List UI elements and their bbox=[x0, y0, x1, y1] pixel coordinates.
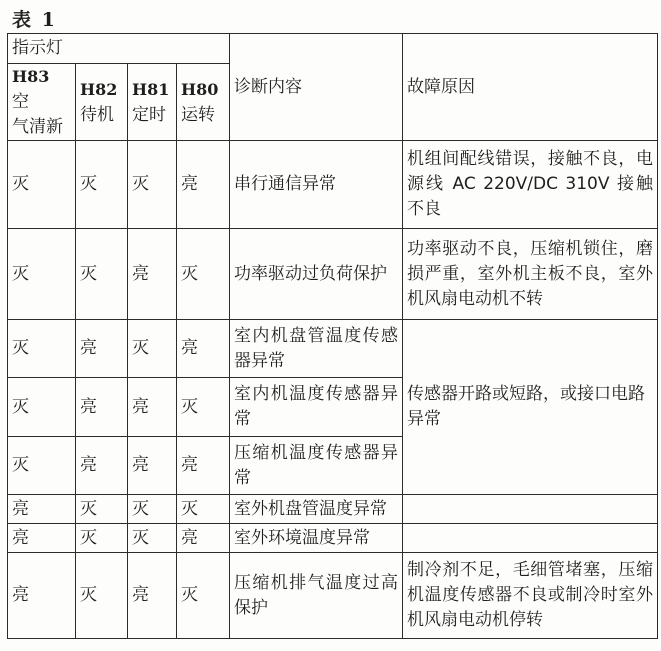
diagnosis-cell: 室外机盘管温度异常 bbox=[230, 495, 403, 524]
h82-state: 灭 bbox=[76, 553, 128, 639]
led-name-part: 空 bbox=[12, 92, 29, 112]
diagnosis-cell: 压缩机温度传感器异常 bbox=[230, 437, 403, 495]
h81-state: 灭 bbox=[128, 320, 177, 378]
fault-indicator-table bbox=[7, 33, 658, 639]
h80-state: 灭 bbox=[177, 495, 230, 524]
diagnosis-cell: 室外环境温度异常 bbox=[230, 524, 403, 553]
h81-state: 亮 bbox=[128, 229, 177, 320]
cause-cell-empty bbox=[403, 524, 658, 553]
h83-state: 灭 bbox=[8, 320, 76, 378]
sensor-group-cause-cell: 传感器开路或短路，或接口电路异常 bbox=[403, 320, 658, 495]
h80-state: 灭 bbox=[177, 378, 230, 437]
diagnosis-cell: 室内机温度传感器异常 bbox=[230, 378, 403, 437]
h83-state: 亮 bbox=[8, 524, 76, 553]
h80-state: 亮 bbox=[177, 524, 230, 553]
table-row bbox=[8, 141, 658, 229]
cause-header: 故障原因 bbox=[403, 34, 658, 141]
h83-state: 灭 bbox=[8, 378, 76, 437]
h80-state: 亮 bbox=[177, 437, 230, 495]
led-code: H83 bbox=[12, 67, 50, 86]
table-row bbox=[8, 524, 658, 553]
table-row bbox=[8, 553, 658, 639]
table-caption: 表 1 bbox=[12, 9, 57, 31]
cause-cell-empty bbox=[403, 495, 658, 524]
cause-cell: 制冷剂不足，毛细管堵塞，压缩机温度传感器不良或制冷时室外机风扇电动机停转 bbox=[403, 553, 658, 639]
h83-state: 亮 bbox=[8, 495, 76, 524]
h82-state: 亮 bbox=[76, 378, 128, 437]
led-header-h82 bbox=[76, 64, 128, 141]
table-row bbox=[8, 229, 658, 320]
indicator-group-header: 指示灯 bbox=[8, 34, 230, 64]
h81-state: 灭 bbox=[128, 141, 177, 229]
led-name: 运转 bbox=[181, 104, 215, 125]
h81-state: 灭 bbox=[128, 524, 177, 553]
led-header-h81 bbox=[128, 64, 177, 141]
cause-cell: 功率驱动不良，压缩机锁住，磨损严重，室外机主板不良，室外机风扇电动机不转 bbox=[403, 229, 658, 320]
h80-state: 灭 bbox=[177, 553, 230, 639]
led-code: H81 bbox=[132, 79, 170, 99]
h81-state: 亮 bbox=[128, 437, 177, 495]
led-code: H82 bbox=[80, 79, 118, 99]
led-name: 待机 bbox=[80, 104, 114, 125]
h80-state: 灭 bbox=[177, 229, 230, 320]
diagnosis-header: 诊断内容 bbox=[230, 34, 403, 141]
table-row bbox=[8, 495, 658, 524]
h82-state: 亮 bbox=[76, 320, 128, 378]
h82-state: 亮 bbox=[76, 437, 128, 495]
led-code: H80 bbox=[181, 79, 219, 99]
cause-cell: 机组间配线错误，接触不良，电源线 AC 220V/DC 310V 接触不良 bbox=[403, 141, 658, 229]
h82-state: 灭 bbox=[76, 524, 128, 553]
h82-state: 灭 bbox=[76, 229, 128, 320]
h81-state: 亮 bbox=[128, 378, 177, 437]
led-name: 气清新 bbox=[12, 117, 63, 137]
h83-state: 灭 bbox=[8, 141, 76, 229]
h82-state: 灭 bbox=[76, 495, 128, 524]
h82-state: 灭 bbox=[76, 141, 128, 229]
diagnosis-cell: 室内机盘管温度传感器异常 bbox=[230, 320, 403, 378]
diagnosis-cell: 功率驱动过负荷保护 bbox=[230, 229, 403, 320]
h81-state: 灭 bbox=[128, 495, 177, 524]
h80-state: 亮 bbox=[177, 320, 230, 378]
h80-state: 亮 bbox=[177, 141, 230, 229]
led-header-h80 bbox=[177, 64, 230, 141]
table-row bbox=[8, 320, 658, 378]
led-name: 定时 bbox=[132, 104, 166, 125]
led-header-h83 bbox=[8, 64, 76, 141]
h83-state: 灭 bbox=[8, 437, 76, 495]
diagnosis-cell: 串行通信异常 bbox=[230, 141, 403, 229]
h83-state: 亮 bbox=[8, 553, 76, 639]
h83-state: 灭 bbox=[8, 229, 76, 320]
h81-state: 亮 bbox=[128, 553, 177, 639]
diagnosis-cell: 压缩机排气温度过高保护 bbox=[230, 553, 403, 639]
